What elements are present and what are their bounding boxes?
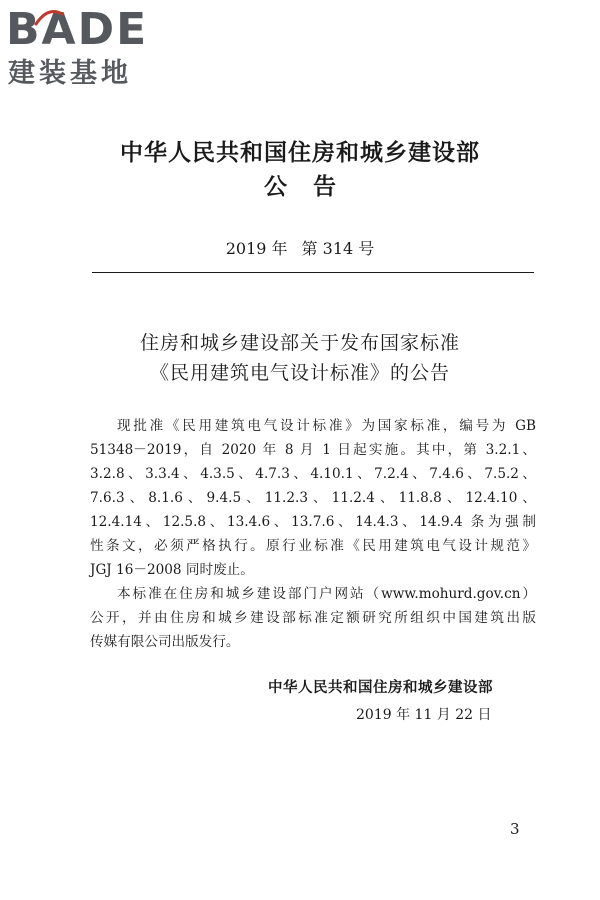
notice-title-line-2: 《民用建筑电气设计标准》的公告 xyxy=(149,362,450,384)
document-serial: 第 314 号 xyxy=(301,239,375,258)
logo-swoosh-icon xyxy=(34,8,64,26)
logo-subtitle: 建装基地 xyxy=(8,58,132,89)
paragraph-line: 7.6.3、8.1.6、9.4.5、11.2.3、11.2.4、11.8.8、12.4.10、 xyxy=(90,490,536,506)
paragraph-line: 51348－2019，自 2020 年 8 月 1 日起实施。其中，第 3.2.1、 xyxy=(90,442,536,458)
logo-wordmark: BADE xyxy=(6,4,149,55)
document-year: 2019 年 xyxy=(225,239,288,258)
paragraph-line: 性条文，必须严格执行。原行业标准《民用建筑电气设计规范》 xyxy=(90,538,536,554)
ministry-name: 中华人民共和国住房和城乡建设部 xyxy=(120,139,480,166)
body-paragraph-1 xyxy=(90,414,536,582)
paragraph-line: JGJ 16－2008 同时废止。 xyxy=(90,562,254,578)
signature-issuer: 中华人民共和国住房和城乡建设部 xyxy=(268,679,493,696)
page-number: 3 xyxy=(510,820,520,838)
brand-logo xyxy=(6,6,182,98)
paragraph-line: 传媒有限公司出版发行。 xyxy=(90,634,240,650)
paragraph-line: 12.4.14、12.5.8、13.4.6、13.7.6、14.4.3、14.9.4 条为强制 xyxy=(90,514,536,530)
paragraph-line: 3.2.8、3.3.4、4.3.5、4.7.3、4.10.1、7.2.4、7.4.6、7.5.2、 xyxy=(90,466,536,482)
notice-title-line-1: 住房和城乡建设部关于发布国家标准 xyxy=(139,332,460,354)
paragraph-line: 公开，并由住房和城乡建设部标准定额研究所组织中国建筑出版 xyxy=(90,610,536,626)
document-number xyxy=(0,236,600,259)
announcement-label: 公告 xyxy=(264,173,362,200)
paragraph-line: 现批准《民用建筑电气设计标准》为国家标准，编号为 GB xyxy=(117,418,536,434)
paragraph-line: 本标准在住房和城乡建设部门户网站（www.mohurd.gov.cn） xyxy=(117,586,536,602)
body-paragraph-2 xyxy=(90,582,536,654)
signature-date: 2019 年 11 月 22 日 xyxy=(356,707,492,723)
header-divider xyxy=(92,272,534,273)
